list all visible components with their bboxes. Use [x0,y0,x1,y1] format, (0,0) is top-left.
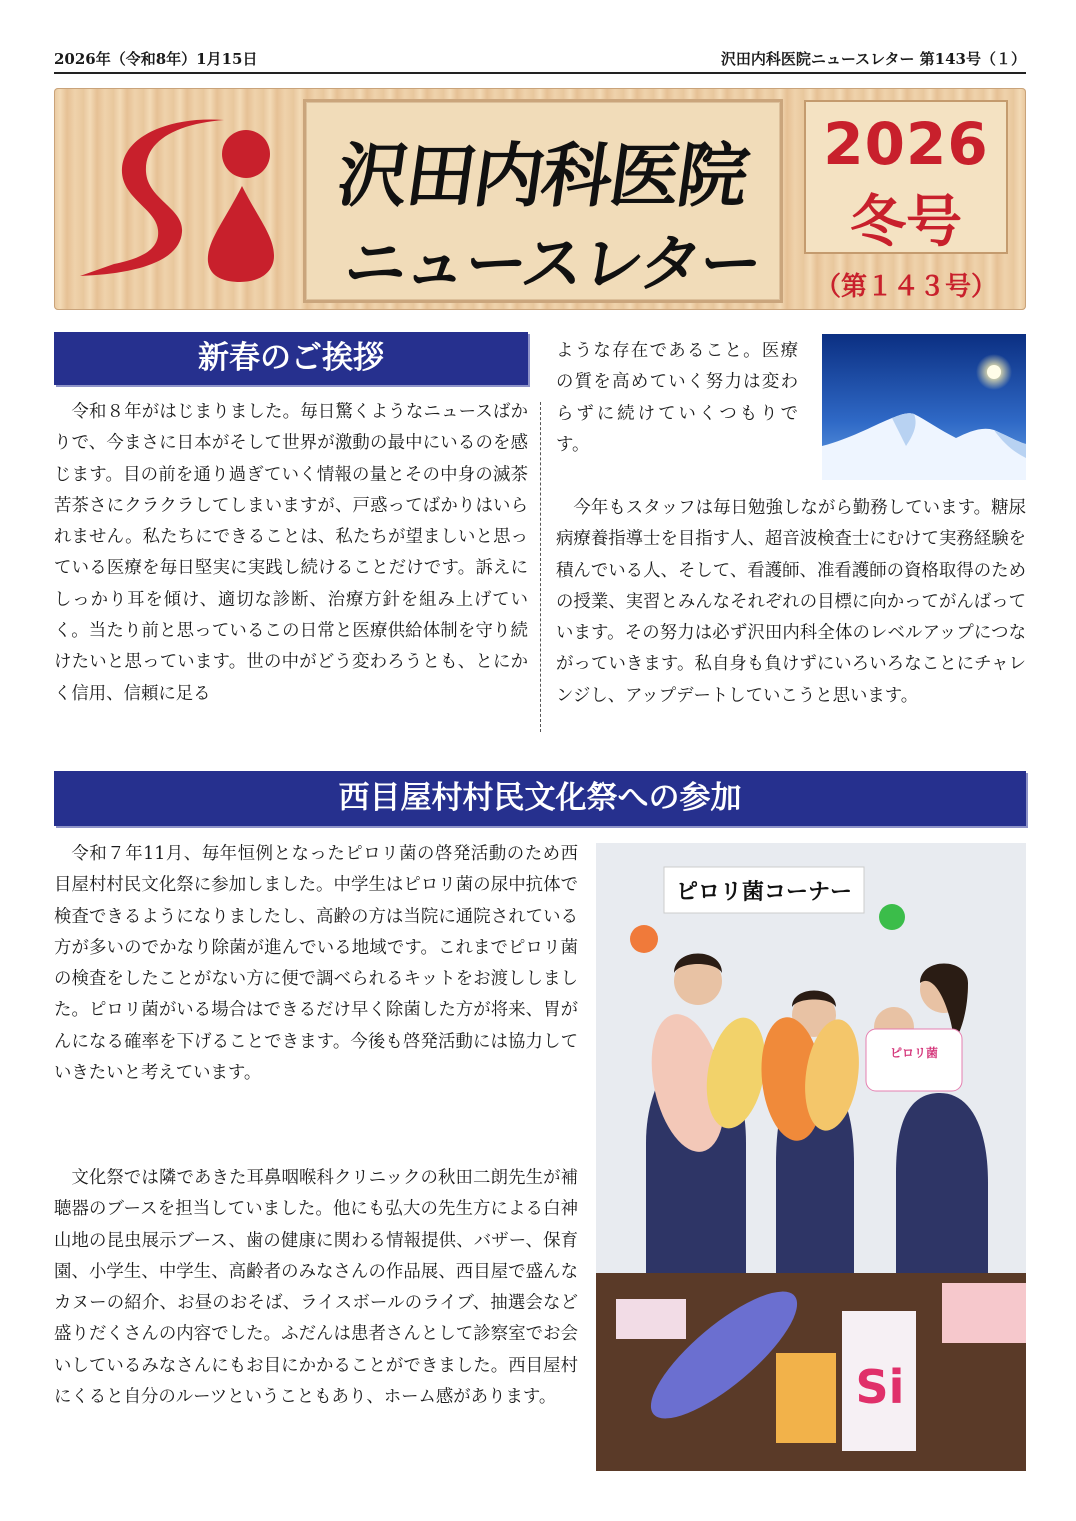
festival-paragraph-1: 令和７年11月、毎年恒例となったピロリ菌の啓発活動のため西目屋村村民文化祭に参加しました。中学生はピロリ菌の尿中抗体で検査できるようになりましたし、高齢の方は当院に通院されている方が多いのでかなり除菌が進んでいる地域です。これまでピロリ菌の検査をしたことがない方に便で調べられるキットをお渡ししました。ピロリ菌がいる場合はできるだけ早く除菌した方が将来、胃がんになる確率を下げることできます。今後も啓発活動には協力していきたいと考えています。 [54,844,578,1084]
issue-season: 冬号 [850,190,962,255]
clinic-logo-icon [74,112,284,282]
section-heading-new-year: 新春のご挨拶 [54,332,528,385]
festival-paragraph-2: 文化祭では隣であきた耳鼻咽喉科クリニックの秋田二朗先生が補聴器のブースを担当していました。他にも弘大の先生方による白神山地の昆虫展示ブース、歯の健康に関わる情報提供、バザー、保育園、小学生、中学生、高齢者のみなさんの作品展、西目屋で盛んなカヌーの紹介、お昼のおそば、ライスボールのライブ、抽選会など盛りだくさんの内容でした。ふだんは患者さんとして診察室でお会いしているみなさんにもお目にかかることができました。西目屋村にくると自分のルーツということもあり、ホーム感があります。 [54,1168,578,1408]
top-header-line [54,48,1026,74]
greeting-column-2-continued: ような存在であること。医療の質を高めていく努力は変わらずに続けていくつもりです。 [556,341,798,455]
year-panel [806,102,1006,255]
masthead [54,88,1026,310]
issue-year: 2026 [823,110,989,178]
greeting-column-1: 令和８年がはじまりました。毎日驚くようなニュースばかりで、今まさに日本がそして世界が激動の最中にいるのを感じます。目の前を通り過ぎていく情報の量とその中身の滅茶苦茶さにクラクラしてしまいますが、戸惑ってばかりはいられません。私たちにできることは、私たちが望ましいと思っている医療を毎日堅実に実践し続けることだけです。訴えにしっかり耳を傾け、適切な診断、治療方針を組み上げていく。当たり前と思っているこの日常と医療供給体制を守り続けたいと思っています。世の中がどう変わろうとも、とにかく信用、信頼に足る [54,402,528,704]
svg-text:Si: Si [855,1360,905,1414]
issue-date: 2026年（令和8年）1月15日 [54,50,258,68]
section-heading-festival: 西目屋村村民文化祭への参加 [54,771,1026,826]
newsletter-title-line2: ニュースレター [340,227,765,300]
snowy-mountain-night-icon [822,334,1026,480]
svg-text:ピロリ菌: ピロリ菌 [889,1046,939,1060]
greeting-column-2-paragraph: 今年もスタッフは毎日勉強しながら勤務しています。糖尿病療養指導士を目指す人、超音波検査士にむけて実務経験を積んでいる人、そして、看護師、准看護師の資格取得のための授業、実習とみんなそれぞれの目標に向かってがんばっています。その努力は必ず沢田内科全体のレベルアップにつながっていきます。私自身も負けずにいろいろなことにチャレンジし、アップデートしていこうと思います。 [556,498,1026,706]
title-panel [306,102,780,300]
column-divider [540,402,541,732]
staff-group-photo-icon [596,843,1026,1471]
publication-issue: 沢田内科医院ニュースレター 第143号（１） [720,50,1026,68]
photo-sign-text: ピロリ菌コーナー [675,880,853,905]
newsletter-title-line1: 沢田内科医院 [332,135,752,217]
issue-number: （第１４３号） [814,272,997,302]
